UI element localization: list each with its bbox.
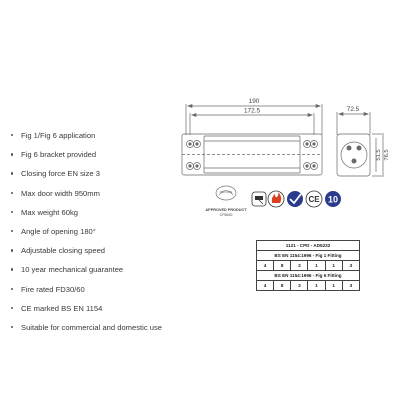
table-row: 4 8 3 1 1 3 xyxy=(257,281,360,291)
door-closer-icon xyxy=(252,192,266,206)
feature-item: Fire rated FD30/60 xyxy=(11,280,211,299)
approved-check-icon xyxy=(287,191,303,207)
fig6-title: BS EN 1154:1996 - Fig 6 Fitting xyxy=(257,271,360,281)
feature-item: Suitable for commercial and domestic use xyxy=(11,318,211,337)
spec-table xyxy=(256,240,360,291)
svg-text:10: 10 xyxy=(327,194,339,205)
feature-item: Closing force EN size 3 xyxy=(11,164,211,183)
svg-text:CE: CE xyxy=(308,195,320,204)
ce-mark-icon xyxy=(306,191,322,207)
fig1-title: BS EN 1154:1996 - Fig 1 Fitting xyxy=(257,251,360,261)
dim-overall: 190 xyxy=(248,98,260,105)
feature-item: Adjustable closing speed xyxy=(11,241,211,260)
closer-side-view xyxy=(337,134,370,176)
cert-line-2: CF5630 xyxy=(219,213,233,217)
feature-item: 10 year mechanical guarantee xyxy=(11,260,211,279)
dim-end: 72.5 xyxy=(346,106,360,113)
svg-text:CERTIFIRE: CERTIFIRE xyxy=(219,191,233,194)
spec-header: 1121 - CPD - AD5232 xyxy=(257,241,360,251)
dim-body: 172.5 xyxy=(244,107,260,115)
cert-line-1: APPROVED PRODUCT xyxy=(205,208,247,212)
feature-item: Fig 1/Fig 6 application xyxy=(11,126,211,145)
certifire-logo-icon xyxy=(216,186,236,200)
feature-item: CE marked BS EN 1154 xyxy=(11,299,211,318)
table-row: 4 8 3 1 1 3 xyxy=(257,261,360,271)
ten-year-guarantee-icon xyxy=(325,191,341,207)
fire-rated-icon xyxy=(268,191,284,207)
feature-item: Angle of opening 180° xyxy=(11,222,211,241)
feature-item: Max door width 950mm xyxy=(11,184,211,203)
feature-item: Fig 6 bracket provided xyxy=(11,145,211,164)
feature-item: Max weight 60kg xyxy=(11,203,211,222)
dim-h2: 76.5 xyxy=(384,149,390,161)
certification-logos xyxy=(205,186,341,217)
dim-h1: 51.5 xyxy=(376,149,382,161)
